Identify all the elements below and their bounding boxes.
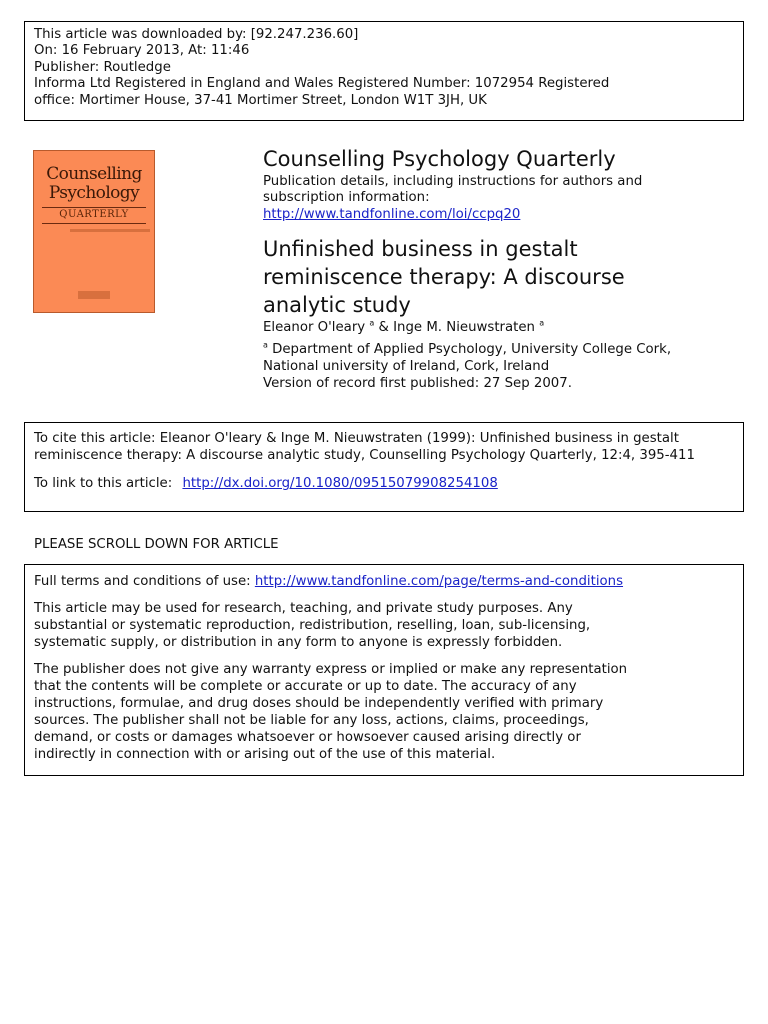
article-title-line1: Unfinished business in gestalt (263, 237, 578, 261)
cover-title-line1: Counselling (46, 164, 142, 184)
office-line: office: Mortimer House, 37-41 Mortimer Street, London W1T 3JH, UK (34, 92, 487, 108)
citation-line1: To cite this article: Eleanor O'leary & Inge M. Nieuwstraten (1999): Unfinished business in gestalt (34, 431, 679, 446)
terms-label: Full terms and conditions of use: (34, 574, 255, 589)
article-title (263, 235, 625, 319)
terms-p2-line: demand, or costs or damages whatsoever or howsoever caused arising directly or (34, 730, 581, 745)
article-link-row (34, 475, 734, 492)
article-link-label: To link to this article: (34, 476, 173, 491)
terms-p2-line: instructions, formulae, and drug doses should be independently verified with primary (34, 696, 604, 711)
journal-url-link[interactable]: http://www.tandfonline.com/loi/ccpq20 (263, 206, 521, 222)
cover-title-line2: Psychology (48, 183, 140, 203)
cover-title (34, 165, 154, 203)
affiliation-line1 (263, 341, 671, 358)
affiliation-mark: a (263, 340, 268, 350)
download-date-line: On: 16 February 2013, At: 11:46 (34, 43, 250, 59)
terms-p1-line: substantial or systematic reproduction, redistribution, reselling, loan, sub-licensing, (34, 618, 591, 633)
cover-rule-bottom (42, 223, 146, 224)
article-title-line2: reminiscence therapy: A discourse (263, 265, 625, 289)
journal-title: Counselling Psychology Quarterly (263, 147, 616, 171)
author-2-affil-mark: a (539, 318, 545, 328)
publication-details (263, 174, 642, 223)
terms-paragraph-1 (34, 600, 734, 651)
terms-p1-line: This article may be used for research, teaching, and private study purposes. Any (34, 601, 573, 616)
cover-issue-text (70, 229, 150, 232)
author-2: Inge M. Nieuwstraten (393, 320, 535, 335)
scroll-notice: PLEASE SCROLL DOWN FOR ARTICLE (34, 537, 279, 552)
download-info-box (24, 21, 744, 121)
affiliation-dept: Department of Applied Psychology, University College Cork, (267, 342, 672, 357)
publisher-line: Publisher: Routledge (34, 59, 171, 75)
author-1-affil-mark: a (369, 318, 375, 328)
terms-paragraph-2 (34, 661, 734, 763)
terms-p2-line: sources. The publisher shall not be liable for any loss, actions, claims, proceedings, (34, 713, 589, 728)
terms-box (24, 564, 744, 776)
cover-rule-top (42, 207, 146, 208)
author-1: Eleanor O'leary (263, 320, 366, 335)
citation-line2: reminiscence therapy: A discourse analytic study, Counselling Psychology Quarterly, 12:4, 395-411 (34, 448, 695, 463)
terms-p1-line: systematic supply, or distribution in any form to anyone is expressly forbidden. (34, 635, 563, 650)
doi-link[interactable]: http://dx.doi.org/10.1080/09515079908254108 (182, 476, 498, 491)
journal-cover-image[interactable] (33, 150, 155, 313)
terms-url-link[interactable]: http://www.tandfonline.com/page/terms-and-conditions (254, 574, 624, 589)
cover-publisher-logo (78, 291, 110, 299)
affiliation-line2: National university of Ireland, Cork, Ireland (263, 359, 550, 374)
registration-line: Informa Ltd Registered in England and Wales Registered Number: 1072954 Registered (34, 76, 610, 92)
author-separator: & (374, 320, 394, 335)
pub-details-line2: subscription information: (263, 190, 430, 206)
terms-p2-line: that the contents will be complete or accurate or up to date. The accuracy of any (34, 679, 577, 694)
terms-heading (34, 573, 734, 590)
terms-p2-line: The publisher does not give any warranty express or implied or make any representation (34, 662, 628, 677)
version-of-record: Version of record first published: 27 Sep 2007. (263, 376, 572, 391)
article-title-line3: analytic study (263, 293, 411, 317)
cover-subtitle: QUARTERLY (59, 209, 129, 220)
authors (263, 319, 544, 336)
terms-p2-line: indirectly in connection with or arising out of the use of this material. (34, 747, 496, 762)
pub-details-line1: Publication details, including instructions for authors and (263, 174, 643, 189)
citation-box (24, 422, 744, 512)
download-ip-line: This article was downloaded by: [92.247.236.60] (34, 27, 359, 42)
affiliation (263, 341, 671, 392)
